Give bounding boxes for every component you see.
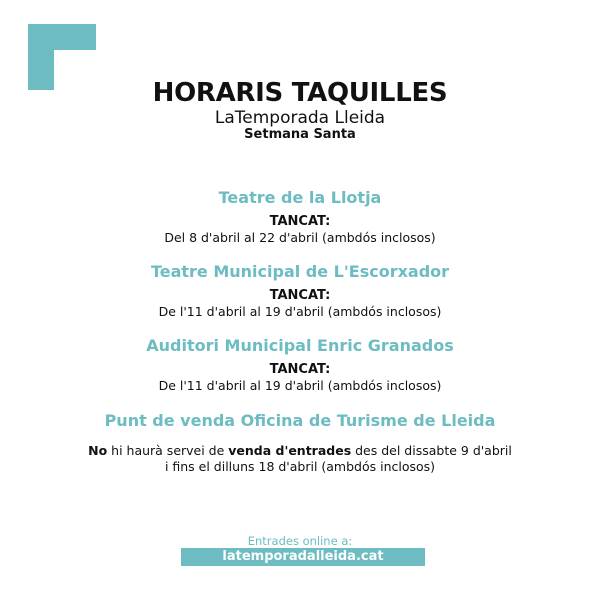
venue-status: TANCAT: bbox=[269, 362, 331, 377]
venue-name: Teatre Municipal de L'Escorxador bbox=[150, 262, 450, 281]
venue-status: TANCAT: bbox=[269, 214, 331, 229]
venue-name: Auditori Municipal Enric Granados bbox=[146, 336, 454, 355]
venue-name: Teatre de la Llotja bbox=[218, 188, 382, 207]
online-label: Entrades online a: bbox=[247, 534, 353, 548]
venue-block-auditori bbox=[0, 336, 600, 394]
venue-block-tourism bbox=[0, 411, 600, 475]
page-title: HORARIS TAQUILLES bbox=[152, 78, 448, 108]
venue-dates: De l'11 d'abril al 19 d'abril (ambdós inclosos) bbox=[158, 304, 442, 319]
venue-dates: Del 8 d'abril al 22 d'abril (ambdós inclosos) bbox=[164, 230, 436, 245]
page-subtitle: LaTemporada Lleida bbox=[214, 108, 386, 128]
venue-block-escorxador bbox=[0, 262, 600, 320]
week-label: Setmana Santa bbox=[244, 127, 356, 142]
venue-name: Punt de venda Oficina de Turisme de Lleida bbox=[104, 411, 496, 430]
tourism-notice: No hi haurà servei de venda d'entrades des del dissabte 9 d'abril i fins el dilluns 18 d'abril (ambdós inclosos) bbox=[88, 443, 512, 474]
venue-dates: De l'11 d'abril al 19 d'abril (ambdós inclosos) bbox=[158, 378, 442, 393]
website-link[interactable]: latemporadalleida.cat bbox=[181, 548, 425, 566]
venue-block-llotja bbox=[0, 188, 600, 246]
venue-status: TANCAT: bbox=[269, 288, 331, 303]
